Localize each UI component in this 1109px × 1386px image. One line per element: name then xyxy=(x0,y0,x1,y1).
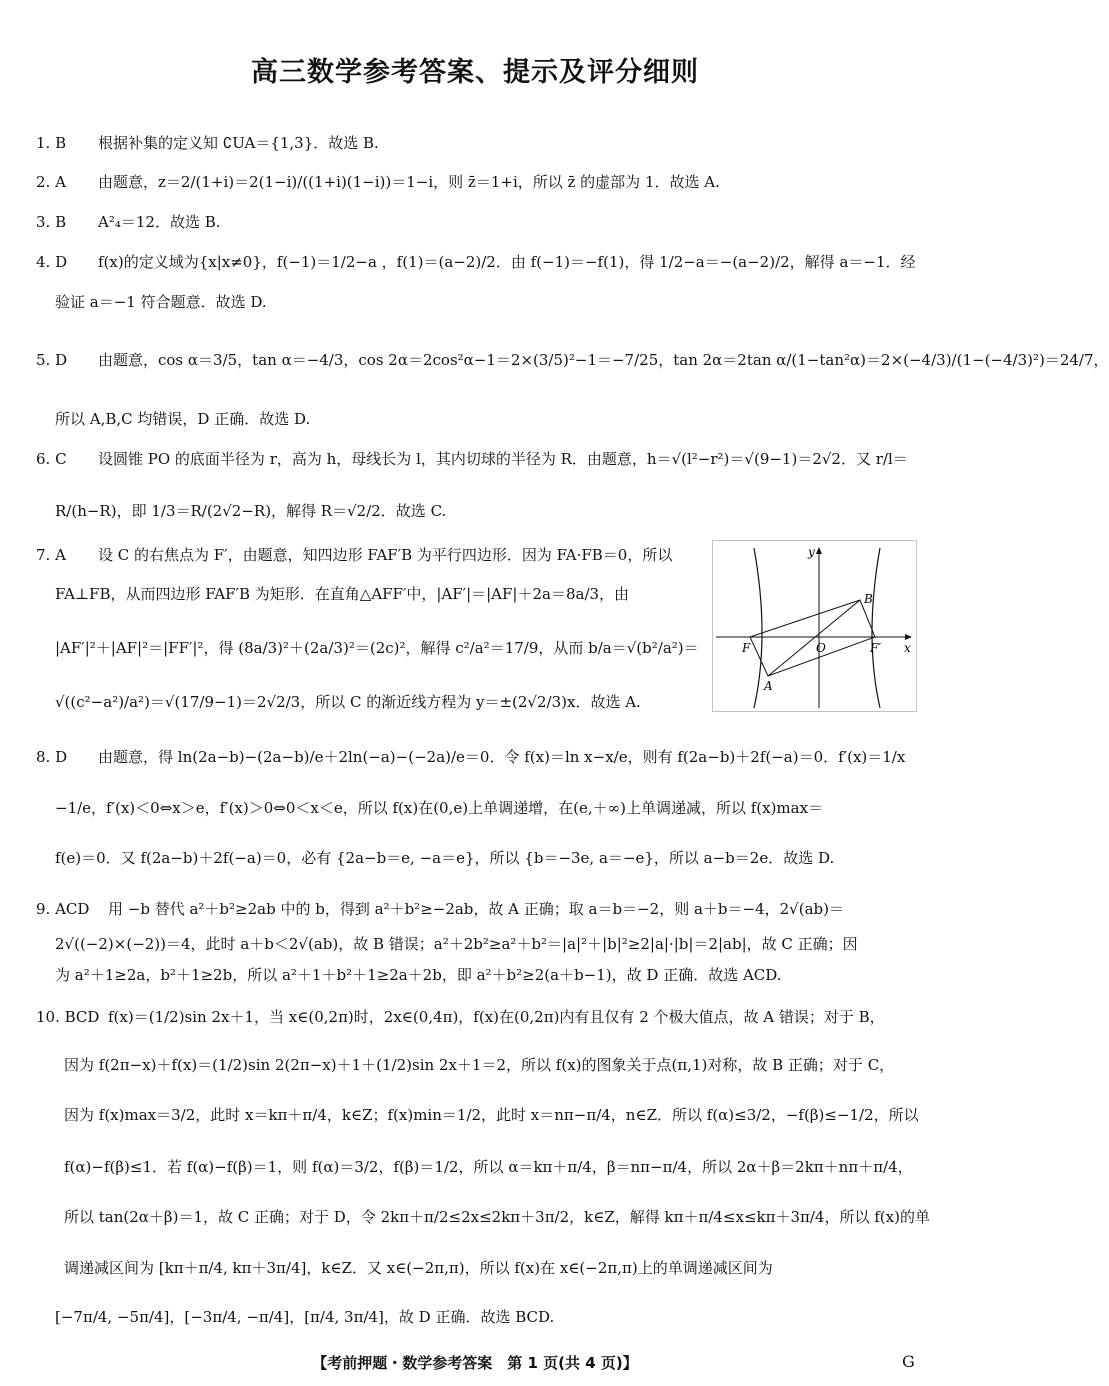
answer-number: 2. A xyxy=(36,173,66,191)
answer-number: 9. ACD xyxy=(36,900,90,918)
F-prime-label: F′ xyxy=(870,641,882,655)
version-code: G xyxy=(902,1352,915,1371)
A-label: A xyxy=(764,679,773,693)
answer-6-cont: R/(h−R)，即 1/3＝R/(2√2−R)，解得 R＝√2/2．故选 C. xyxy=(55,502,447,520)
answer-text: A²₄＝12．故选 B. xyxy=(98,213,221,231)
answer-9-line: 为 a²＋1≥2a，b²＋1≥2b，所以 a²＋1＋b²＋1≥2a＋2b，即 a²＋b²≥2(a＋b−1)，故 D 正确．故选 ACD. xyxy=(55,966,782,984)
answer-4-cont: 验证 a＝−1 符合题意．故选 D. xyxy=(55,293,267,311)
answer-text: 设 C 的右焦点为 F′，由题意，知四边形 FAF′B 为平行四边形．因为 FA·FB＝0，所以 xyxy=(98,546,673,564)
parallelogram-FAF-B xyxy=(750,600,875,676)
page-title: 高三数学参考答案、提示及评分细则 xyxy=(251,57,699,88)
answer-7-line: √((c²−a²)/a²)＝√(17/9−1)＝2√2/3，所以 C 的渐近线方程为 y＝±(2√2/3)x．故选 A. xyxy=(55,693,641,711)
answer-8-line: −1/e，f′(x)＜0⇔x＞e，f′(x)＞0⇔0＜x＜e，所以 f(x)在(0,e)上单调递增，在(e,＋∞)上单调递减，所以 f(x)max＝ xyxy=(55,799,824,817)
answer-3 xyxy=(36,210,916,234)
answer-number: 5. D xyxy=(36,351,68,369)
answer-text: 用 −b 替代 a²＋b²≥2ab 中的 b，得到 a²＋b²≥−2ab，故 A 正确；取 a＝b＝−2，则 a＋b＝−4，2√(ab)＝ xyxy=(108,900,844,918)
answer-10 xyxy=(36,1005,916,1029)
answer-10-line: f(α)−f(β)≤1．若 f(α)−f(β)＝1，则 f(α)＝3/2，f(β)＝1/2，所以 α＝kπ＋π/4，β＝nπ−π/4，所以 2α＋β＝2kπ＋nπ＋π/4， xyxy=(64,1158,913,1176)
B-label: B xyxy=(864,592,873,606)
hyperbola-left-branch xyxy=(754,548,762,708)
answer-number: 3. B xyxy=(36,213,67,231)
hyperbola-right-branch xyxy=(872,548,880,708)
answer-4 xyxy=(36,250,916,274)
answer-2 xyxy=(36,170,916,194)
answer-text: f(x)＝(1/2)sin 2x＋1，当 x∈(0,2π)时，2x∈(0,4π)，f(x)在(0,2π)内有且仅有 2 个极大值点，故 A 错误；对于 B， xyxy=(108,1008,885,1026)
answer-10-line: [−7π/4, −5π/4]，[−3π/4, −π/4]，[π/4, 3π/4]，故 D 正确．故选 BCD. xyxy=(55,1308,555,1326)
answer-7-line: |AF′|²＋|AF|²＝|FF′|²，得 (8a/3)²＋(2a/3)²＝(2c)²，解得 c²/a²＝17/9，从而 b/a＝√(b²/a²)＝ xyxy=(55,639,699,657)
answer-10-line: 因为 f(2π−x)＋f(x)＝(1/2)sin 2(2π−x)＋1＋(1/2)sin 2x＋1＝2，所以 f(x)的图象关于点(π,1)对称，故 B 正确；对于 C， xyxy=(64,1056,895,1074)
page-footer: 【考前押题・数学参考答案 第 1 页(共 4 页)】 xyxy=(312,1354,638,1372)
answer-9 xyxy=(36,897,916,921)
origin-label: O xyxy=(816,641,826,655)
answer-text: 由题意，cos α＝3/5，tan α＝−4/3，cos 2α＝2cos²α−1＝2×(3/5)²−1＝−7/25，tan 2α＝2tan α/(1−tan²α)＝2×(−4/3)/(1−(−4/3)²)＝24/7， xyxy=(98,351,1109,369)
answer-number: 8. D xyxy=(36,748,68,766)
answer-number: 7. A xyxy=(36,546,66,564)
y-label: y xyxy=(808,545,815,559)
answer-7-line: FA⊥FB，从而四边形 FAF′B 为矩形．在直角△AFF′中，|AF′|＝|AF|＋2a＝8a/3，由 xyxy=(55,585,630,603)
answer-5-cont: 所以 A,B,C 均错误，D 正确．故选 D. xyxy=(55,410,311,428)
answer-text: 由题意，z＝2/(1+i)＝2(1−i)/((1+i)(1−i))＝1−i，则 z̄＝1+i，所以 z̄ 的虚部为 1．故选 A. xyxy=(98,173,720,191)
answer-10-line: 因为 f(x)max＝3/2，此时 x＝kπ＋π/4，k∈Z；f(x)min＝1/2，此时 x＝nπ−π/4，n∈Z．所以 f(α)≤3/2，−f(β)≤−1/2，所以 xyxy=(64,1106,919,1124)
F-label: F xyxy=(742,641,751,655)
answer-text: 由题意，得 ln(2a−b)−(2a−b)/e＋2ln(−a)−(−2a)/e＝0．令 f(x)＝ln x−x/e，则有 f(2a−b)＋2f(−a)＝0．f′(x)＝1/x xyxy=(98,748,906,766)
answer-1 xyxy=(36,131,916,155)
answer-number: 6. C xyxy=(36,450,67,468)
x-label: x xyxy=(904,641,911,655)
answer-5 xyxy=(36,348,1109,372)
answer-10-line: 调递减区间为 [kπ＋π/4, kπ＋3π/4]，k∈Z．又 x∈(−2π,π)，所以 f(x)在 x∈(−2π,π)上的单调递减区间为 xyxy=(64,1259,773,1277)
answer-number: 4. D xyxy=(36,253,68,271)
answer-text: f(x)的定义域为{x|x≠0}，f(−1)＝1/2−a ，f(1)＝(a−2)/2．由 f(−1)＝−f(1)，得 1/2−a＝−(a−2)/2，解得 a＝−1．经 xyxy=(98,253,916,271)
x-axis-arrow xyxy=(905,634,912,640)
answer-9-line: 2√((−2)×(−2))＝4，此时 a＋b＜2√(ab)，故 B 错误；a²＋2b²≥a²＋b²＝|a|²＋|b|²≥2|a|·|b|＝2|ab|，故 C 正确；因 xyxy=(55,935,858,953)
answer-number: 1. B xyxy=(36,134,67,152)
answer-10-line: 所以 tan(2α＋β)＝1，故 C 正确；对于 D，令 2kπ＋π/2≤2x≤2kπ＋3π/2，k∈Z，解得 kπ＋π/4≤x≤kπ＋3π/4，所以 f(x)的单 xyxy=(64,1208,930,1226)
y-axis-arrow xyxy=(816,547,822,554)
answer-text: 根据补集的定义知 ∁UA＝{1,3}．故选 B. xyxy=(98,134,379,152)
answer-8-line: f(e)＝0．又 f(2a−b)＋2f(−a)＝0，必有 {2a−b＝e, −a＝e}，所以 {b＝−3e, a＝−e}，所以 a−b＝2e．故选 D. xyxy=(55,849,835,867)
diagonal-AB xyxy=(768,600,860,676)
answer-text: 设圆锥 PO 的底面半径为 r，高为 h，母线长为 l，其内切球的半径为 R．由题意，h＝√(l²−r²)＝√(9−1)＝2√2．又 r/l＝ xyxy=(98,450,908,468)
answer-number: 10. BCD xyxy=(36,1008,100,1026)
answer-8 xyxy=(36,745,916,769)
answer-6 xyxy=(36,447,916,471)
answer-7 xyxy=(36,543,708,567)
hyperbola-figure xyxy=(712,540,917,712)
